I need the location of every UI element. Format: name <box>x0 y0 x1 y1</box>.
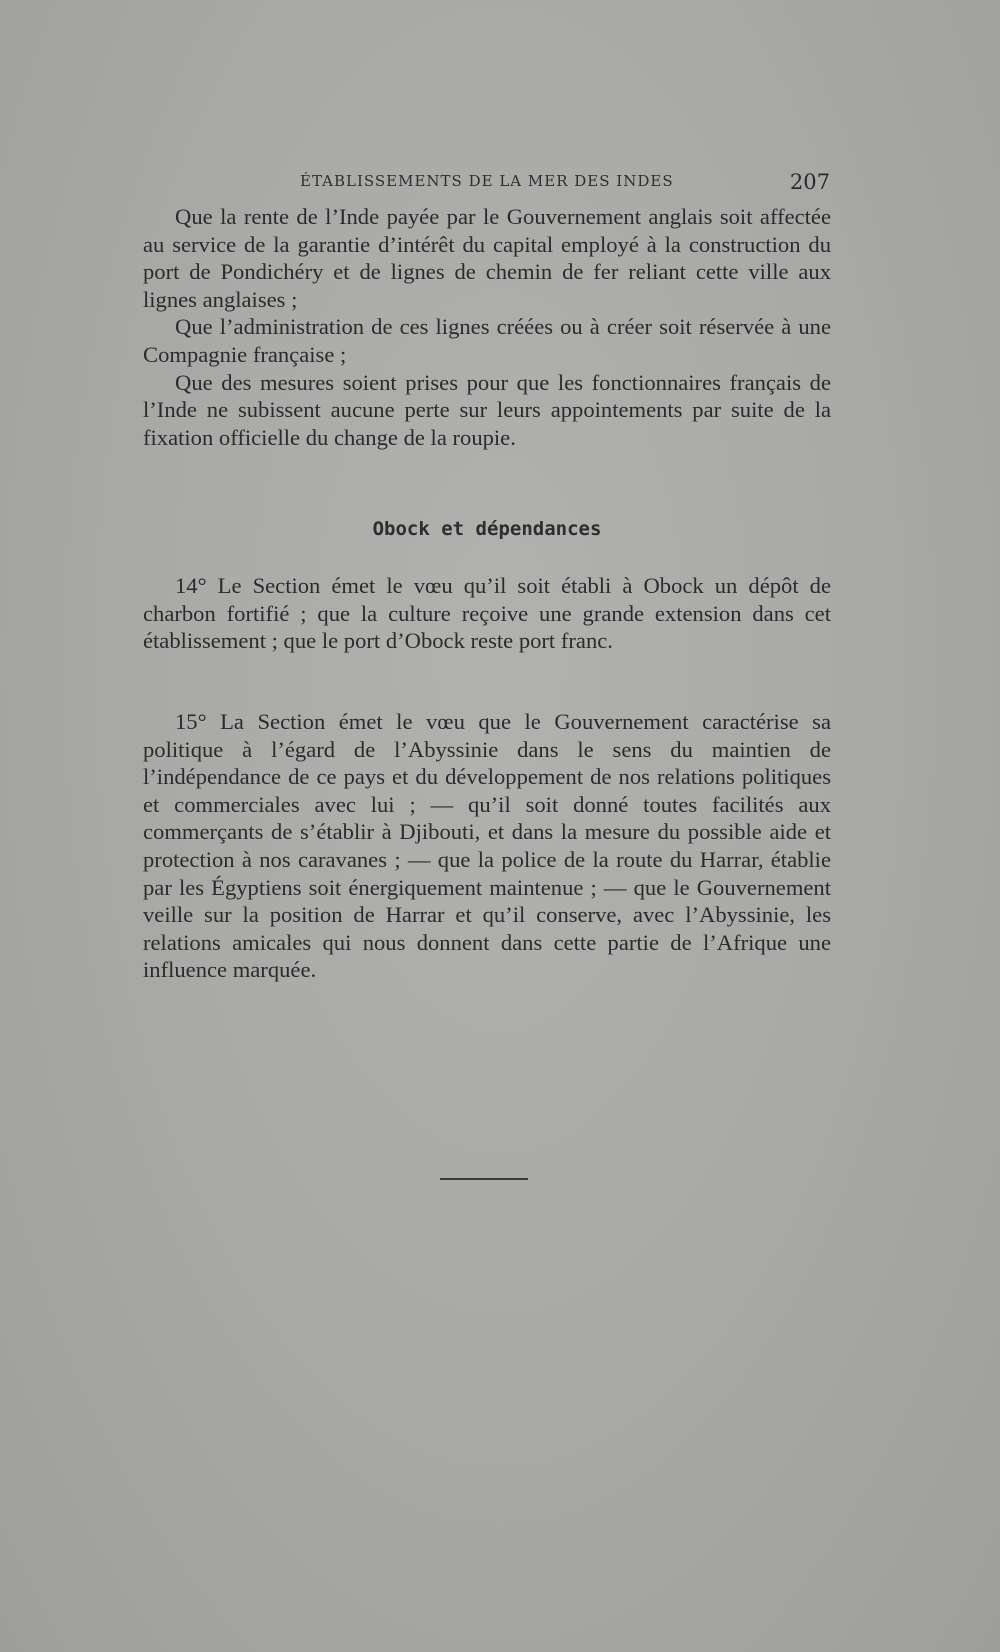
paragraph-administration-lignes: Que l’administration de ces lignes créées ou à créer soit réservée à une Compagnie française ; <box>143 314 831 367</box>
end-rule <box>440 1178 528 1180</box>
resolution-15 <box>143 708 831 984</box>
paragraph-rente-inde: Que la rente de l’Inde payée par le Gouvernement anglais soit affectée au service de la garantie d’intérêt du capital employé à la construction du port de Pondichéry et de lignes de chemin de fer reliant cette ville aux lignes anglaises ; <box>143 204 831 312</box>
page-number: 207 <box>789 170 830 194</box>
resolution-14 <box>143 572 831 655</box>
paragraph-fonctionnaires: Que des mesures soient prises pour que les fonctionnaires français de l’Inde ne subissent aucune perte sur leurs appointements par suite de la fixation officielle du change de la roupie. <box>143 369 831 450</box>
resolution-15-text: 15° La Section émet le vœu que le Gouvernement caractérise sa politique à l’égard de l’Abyssinie dans le sens du maintien de l’indépendance de ce pays et du développement de nos relations politiques et commerciales avec lui ; — qu’il soit donné toutes facilités aux commerçants de s’établir à Djibouti, et dans la mesure du possible aide et protection à nos caravanes ; — que la police de la route du Harrar, établie par les Égyptiens soit énergiquement maintenue ; — que le Gouvernement veille sur la position de Harrar et qu’il conserve, avec l’Abyssinie, les relations amicales qui nous donnent dans cette partie de l’Afrique une influence marquée. <box>143 709 831 983</box>
resolution-14-text: 14° Le Section émet le vœu qu’il soit établi à Obock un dépôt de charbon fortifié ; que la culture reçoive une grande extension dans cet établissement ; que le port d’Obock reste port franc. <box>143 573 831 654</box>
running-head <box>140 172 830 202</box>
intro-text <box>143 203 831 451</box>
section-heading: Obock et dépendances <box>372 518 602 540</box>
running-title: ÉTABLISSEMENTS DE LA MER DES INDES <box>300 172 674 190</box>
